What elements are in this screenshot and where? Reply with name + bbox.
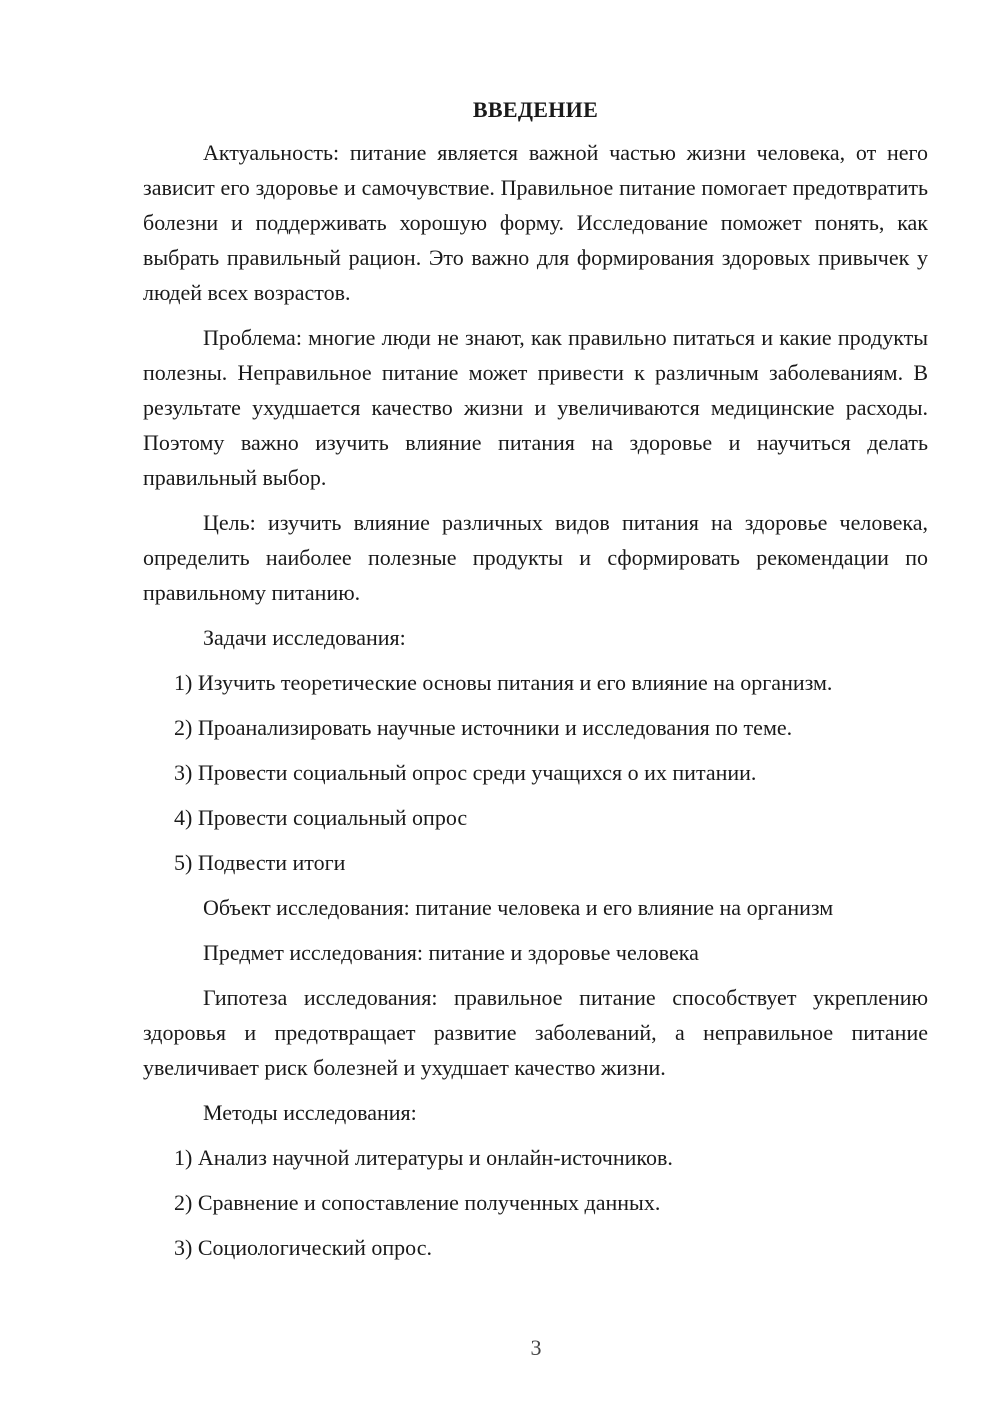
research-subject: Предмет исследования: питание и здоровье человека bbox=[203, 940, 699, 965]
methods-heading: Методы исследования: bbox=[203, 1100, 417, 1125]
section-heading: ВВЕДЕНИЕ bbox=[472, 97, 599, 122]
goal-paragraph: Цель: изучить влияние различных видов питания на здоровье человека, определить наиболее полезные продукты и сформировать рекомендации по правильному питанию. bbox=[143, 510, 928, 605]
hypothesis-paragraph: Гипотеза исследования: правильное питание способствует укреплению здоровья и предотвращает развитие заболеваний, а неправильное питание увеличивает риск болезней и ухудшает качество жизни. bbox=[143, 985, 928, 1080]
page-number: 3 bbox=[530, 1335, 542, 1360]
task-item-3: 3) Провести социальный опрос среди учащихся о их питании. bbox=[174, 760, 757, 785]
problem-paragraph: Проблема: многие люди не знают, как правильно питаться и какие продукты полезны. Неправильное питание может привести к различным заболеваниям. В результате ухудшается качество жизни и увеличиваются медицинские расходы. Поэтому важно изучить влияние питания на здоровье и научиться делать правильный выбор. bbox=[143, 325, 928, 490]
task-item-5: 5) Подвести итоги bbox=[174, 850, 346, 875]
method-item-2: 2) Сравнение и сопоставление полученных данных. bbox=[174, 1190, 661, 1215]
task-item-2: 2) Проанализировать научные источники и исследования по теме. bbox=[174, 715, 793, 740]
method-item-3: 3) Социологический опрос. bbox=[174, 1235, 432, 1260]
method-item-1: 1) Анализ научной литературы и онлайн-источников. bbox=[174, 1145, 673, 1170]
research-object: Объект исследования: питание человека и его влияние на организм bbox=[203, 895, 834, 920]
tasks-heading: Задачи исследования: bbox=[203, 625, 406, 650]
relevance-paragraph: Актуальность: питание является важной частью жизни человека, от него зависит его здоровье и самочувствие. Правильное питание помогает предотвратить болезни и поддерживать хорошую форму. Исследование поможет понять, как выбрать правильный рацион. Это важно для формирования здоровых привычек у людей всех возрастов. bbox=[143, 140, 928, 305]
document-page bbox=[143, 95, 928, 1275]
task-item-4: 4) Провести социальный опрос bbox=[174, 805, 468, 830]
task-item-1: 1) Изучить теоретические основы питания и его влияние на организм. bbox=[174, 670, 833, 695]
